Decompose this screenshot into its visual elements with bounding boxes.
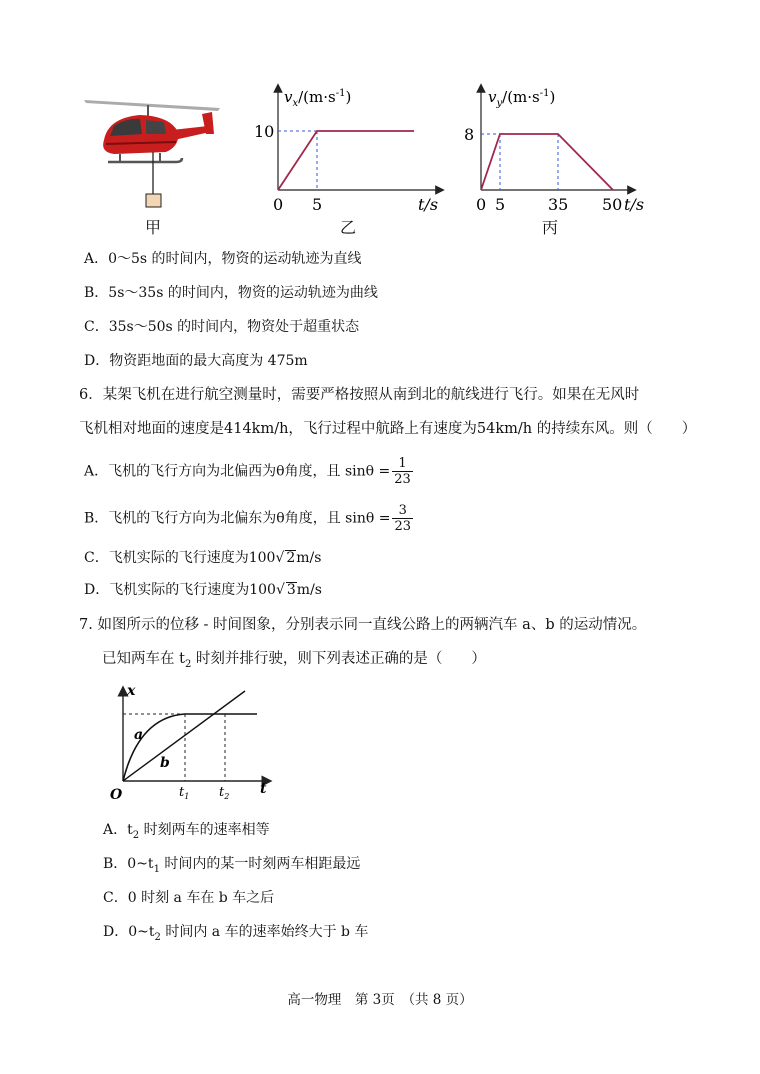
q6-option-d: D．飞机实际的飞行速度为100√ 3m/s bbox=[84, 582, 322, 598]
vy-series-line bbox=[481, 134, 613, 190]
q6-option-a: A．飞机的飞行方向为北偏西为θ角度，且 sinθ = $\frac{1}{23}$ bbox=[84, 456, 411, 487]
y-tick-10: 10 bbox=[254, 122, 275, 141]
y-tick-8: 8 bbox=[464, 125, 475, 144]
q5-option-b: B．5s～35s 的时间内，物资的运动轨迹为曲线 bbox=[84, 285, 378, 301]
origin-label: O bbox=[110, 787, 123, 803]
q7-option-b: B．$0\sim t_1$ 时间内的某一时刻两车相距最远 bbox=[103, 856, 361, 875]
x-tick-50: 50 bbox=[602, 195, 623, 214]
q6-option-c: C．飞机实际的飞行速度为100√ 2m/s bbox=[84, 550, 322, 566]
curve-b-label: b bbox=[160, 755, 170, 771]
q7-option-c: C．0 时刻 a 车在 b 车之后 bbox=[103, 890, 275, 906]
q6-option-b: B．飞机的飞行方向为北偏东为θ角度，且 sinθ = $\frac{3}{23}$ bbox=[84, 503, 412, 534]
x-tick-35: 35 bbox=[548, 195, 569, 214]
q5-option-a: A．0～5s 的时间内，物资的运动轨迹为直线 bbox=[84, 251, 362, 267]
q7-stem-line1: 7. 如图所示的位移 - 时间图象，分别表示同一直线公路上的两辆汽车 a、b 的运动情况。 bbox=[79, 617, 647, 633]
vx-t-graph bbox=[240, 82, 450, 217]
figure-caption-bing: 丙 bbox=[542, 218, 559, 237]
x-tick-5: 5 bbox=[495, 195, 506, 214]
vx-series-line bbox=[278, 131, 414, 190]
x-tick-5: 5 bbox=[312, 195, 323, 214]
x-tick-0: 0 bbox=[476, 195, 487, 214]
q7-option-a: A．$t_2$ 时刻两车的速率相等 bbox=[103, 822, 270, 841]
x-axis-label: t/s bbox=[418, 195, 439, 214]
y-axis-label: x bbox=[127, 685, 136, 699]
xt-graph bbox=[105, 685, 275, 803]
curve-a bbox=[123, 714, 257, 781]
t-axis-label: t bbox=[260, 781, 267, 797]
page-footer: 高一物理 第 3页 （共 8 页） bbox=[287, 992, 473, 1008]
figure-caption-yi: 乙 bbox=[340, 218, 357, 237]
x-axis-label: t/s bbox=[624, 195, 645, 214]
q5-option-c: C．35s～50s 的时间内，物资处于超重状态 bbox=[84, 319, 360, 335]
q6-stem-line2: 飞机相对地面的速度是414km/h，飞行过程中航路上有速度为54km/h 的持续东风。则（ ） bbox=[79, 421, 697, 437]
q5-option-d: D．物资距地面的最大高度为 475m bbox=[84, 353, 308, 369]
q6-stem-line1: 6．某架飞机在进行航空测量时，需要严格按照从南到北的航线进行飞行。如果在无风时 bbox=[79, 387, 640, 403]
y-axis-label: $v_x/(m\cdot s^{-1})$ bbox=[284, 88, 352, 109]
helicopter-figure bbox=[80, 88, 230, 228]
fraction: $\frac{3}{23}$ bbox=[394, 503, 412, 534]
y-axis-label: $v_y/(m\cdot s^{-1})$ bbox=[488, 88, 556, 109]
vy-t-graph bbox=[452, 82, 652, 217]
figure-caption-jia: 甲 bbox=[145, 218, 162, 237]
curve-a-label: a bbox=[134, 727, 144, 743]
q7-option-d: D．$0\sim t_2$ 时间内 a 车的速率始终大于 b 车 bbox=[103, 924, 369, 943]
fraction: $\frac{1}{23}$ bbox=[394, 456, 411, 487]
t2-label: $t_2$ bbox=[219, 785, 230, 801]
t1-label: $t_1$ bbox=[179, 785, 190, 801]
q7-stem-line2: 已知两车在 $t_2$ 时刻并排行驶，则下列表述正确的是（ ） bbox=[102, 651, 486, 670]
x-tick-0: 0 bbox=[273, 195, 284, 214]
